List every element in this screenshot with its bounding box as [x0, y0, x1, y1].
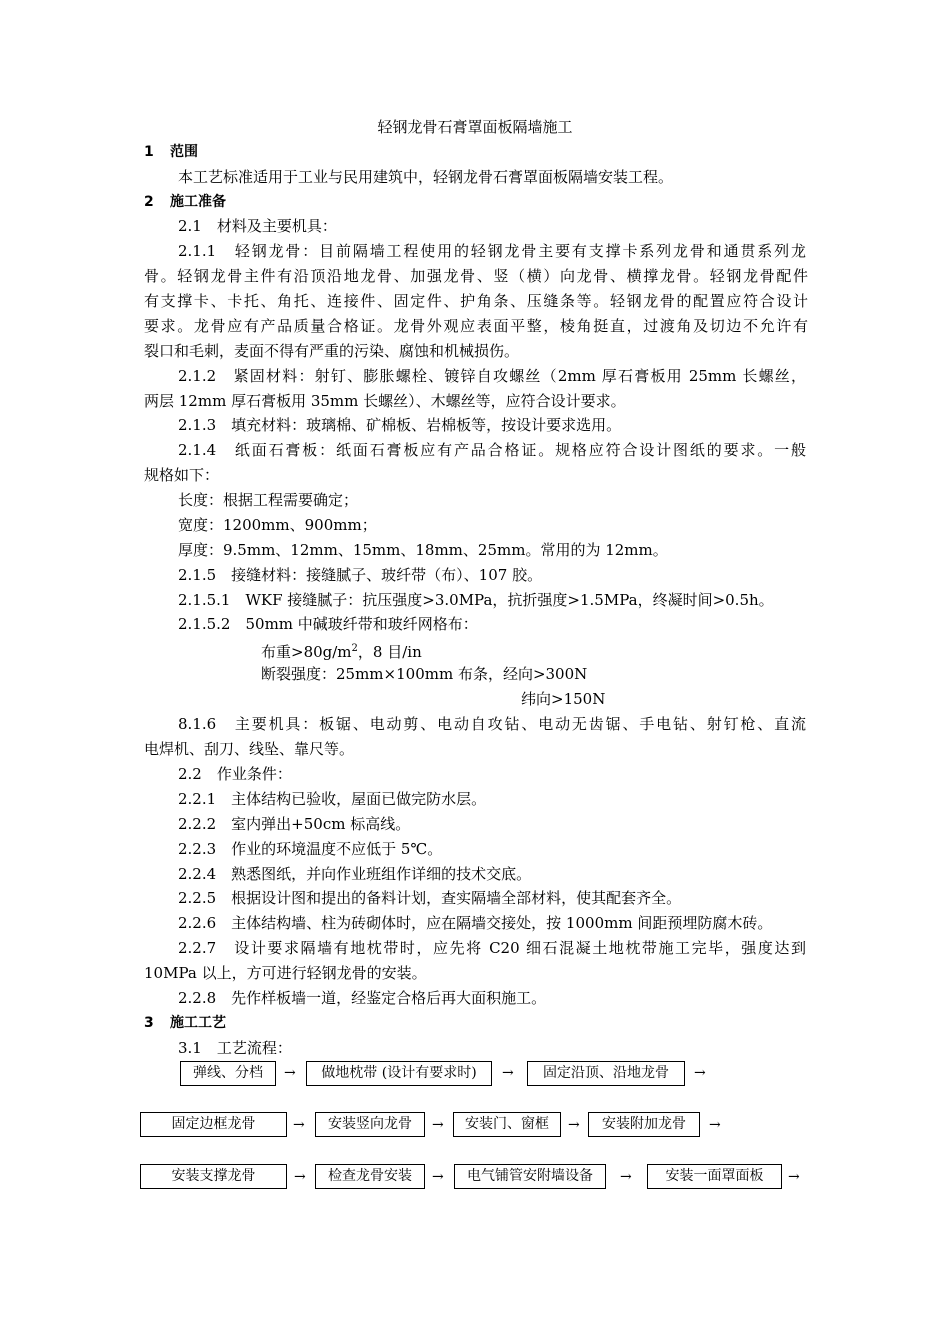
para-2-1-1-line: 骨。轻钢龙骨主件有沿顶沿地龙骨、加强龙骨、竖（横）向龙骨、横撑龙骨。轻钢龙骨配件: [144, 267, 808, 285]
para-2-1-1-line: 要求。龙骨应有产品质量合格证。龙骨外观应表面平整，棱角挺直，过渡角及切边不允许有: [144, 317, 808, 335]
spec-thickness: 厚度：9.5mm、12mm、15mm、18mm、25mm。常用的为 12mm。: [178, 541, 668, 559]
flow-arrow: →: [432, 1117, 444, 1133]
flow-arrow: →: [293, 1117, 305, 1133]
document-title: 轻钢龙骨石膏罩面板隔墙施工: [377, 118, 573, 136]
section-3-number: 3: [144, 1015, 154, 1031]
flow-arrow: →: [694, 1065, 706, 1081]
flow-arrow: →: [788, 1169, 800, 1185]
para-2-1-2-line: 2.1.2 紧固材料：射钉、膨胀螺栓、镀锌自攻螺丝（2mm 厚石膏板用 25mm 长螺丝，: [178, 367, 806, 385]
section-2-number: 2: [144, 194, 154, 210]
para-2-1-1-line: 2.1.1 轻钢龙骨：目前隔墙工程使用的轻钢龙骨主要有支撑卡系列龙骨和通贯系列龙: [178, 242, 806, 260]
section-1-heading: 范围: [170, 144, 198, 160]
fabric-weight-suffix: ，8 目/in: [357, 643, 422, 661]
subsection-3-1: 3.1 工艺流程：: [178, 1039, 292, 1057]
para-2-1-1-line: 裂口和毛刺，麦面不得有严重的污染、腐蚀和机械损伤。: [144, 342, 520, 360]
section-3-heading: 施工工艺: [170, 1015, 226, 1031]
section-1-number: 1: [144, 144, 154, 160]
flow-arrow: →: [284, 1065, 296, 1081]
flow-step: 安装一面罩面板: [647, 1164, 782, 1189]
flow-arrow: →: [568, 1117, 580, 1133]
para-2-2-1: 2.2.1 主体结构已验收，屋面已做完防水层。: [178, 790, 487, 808]
para-2-2-2: 2.2.2 室内弹出+50cm 标高线。: [178, 815, 411, 833]
flow-step: 安装竖向龙骨: [315, 1112, 425, 1137]
para-8-1-6-line: 电焊机、刮刀、线坠、靠尺等。: [144, 740, 355, 758]
para-2-2-4: 2.2.4 熟悉图纸，并向作业班组作详细的技术交底。: [178, 865, 532, 883]
fabric-weight-sup: 2: [351, 643, 358, 654]
para-2-1-5-2: 2.1.5.2 50mm 中碱玻纤带和玻纤网格布：: [178, 615, 478, 633]
para-2-2-6: 2.2.6 主体结构墙、柱为砖砌体时，应在隔墙交接处，按 1000mm 间距预埋防腐木砖。: [178, 914, 773, 932]
flow-step: 安装支撑龙骨: [140, 1164, 287, 1189]
para-2-1-3: 2.1.3 填充材料：玻璃棉、矿棉板、岩棉板等，按设计要求选用。: [178, 416, 622, 434]
para-2-1-4-line: 2.1.4 纸面石膏板：纸面石膏板应有产品合格证。规格应符合设计图纸的要求。一般: [178, 441, 806, 459]
section-2-heading: 施工准备: [170, 194, 226, 210]
section-1-body: 本工艺标准适用于工业与民用建筑中，轻钢龙骨石膏罩面板隔墙安装工程。: [178, 168, 674, 186]
flow-step: 电气铺管安附墙设备: [454, 1164, 606, 1189]
para-2-2-3: 2.2.3 作业的环境温度不应低于 5℃。: [178, 840, 443, 858]
spec-width: 宽度：1200mm、900mm；: [178, 516, 377, 534]
flow-arrow: →: [294, 1169, 306, 1185]
flow-arrow: →: [709, 1117, 721, 1133]
para-8-1-6-line: 8.1.6 主要机具：板锯、电动剪、电动自攻钻、电动无齿锯、手电钻、射钉枪、直流: [178, 715, 806, 733]
para-2-1-5: 2.1.5 接缝材料：接缝腻子、玻纤带（布）、107 胶。: [178, 566, 543, 584]
para-2-1-2-line: 两层 12mm 厚石膏板用 35mm 长螺丝）、木螺丝等，应符合设计要求。: [144, 392, 626, 410]
flow-step: 固定边框龙骨: [140, 1112, 287, 1137]
flow-step: 做地枕带 (设计有要求时): [306, 1061, 492, 1086]
flow-arrow: →: [432, 1169, 444, 1185]
flow-step: 检查龙骨安装: [315, 1164, 425, 1189]
subsection-2-1: 2.1 材料及主要机具：: [178, 217, 337, 235]
para-2-1-1-line: 有支撑卡、卡托、角托、连接件、固定件、护角条、压缝条等。轻钢龙骨的配置应符合设计: [144, 292, 808, 310]
fabric-weight: [261, 639, 422, 662]
flow-step: 安装门、窗框: [453, 1112, 561, 1137]
flow-step: 安装附加龙骨: [588, 1112, 700, 1137]
flow-step: 固定沿顶、沿地龙骨: [527, 1061, 685, 1086]
fabric-weight-prefix: 布重>80g/m: [261, 643, 352, 661]
para-2-2-8: 2.2.8 先作样板墙一道，经鉴定合格后再大面积施工。: [178, 989, 547, 1007]
para-2-2-5: 2.2.5 根据设计图和提出的备料计划，查实隔墙全部材料，使其配套齐全。: [178, 889, 682, 907]
breaking-strength: 断裂强度：25mm×100mm 布条，经向>300N: [261, 665, 588, 683]
spec-length: 长度：根据工程需要确定；: [178, 491, 359, 509]
para-2-2-7-line: 10MPa 以上，方可进行轻钢龙骨的安装。: [144, 964, 427, 982]
flow-arrow: →: [502, 1065, 514, 1081]
para-2-2-7-line: 2.2.7 设计要求隔墙有地枕带时，应先将 C20 细石混凝土地枕带施工完毕，强度达到: [178, 939, 806, 957]
flow-step: 弹线、分档: [180, 1061, 276, 1086]
para-2-1-5-1: 2.1.5.1 WKF 接缝腻子：抗压强度>3.0MPa，抗折强度>1.5MPa，终凝时间>0.5h。: [178, 591, 774, 609]
subsection-2-2: 2.2 作业条件：: [178, 765, 292, 783]
weft-strength: 纬向>150N: [521, 690, 606, 708]
flow-arrow: →: [620, 1169, 632, 1185]
para-2-1-4-line: 规格如下：: [144, 466, 220, 484]
